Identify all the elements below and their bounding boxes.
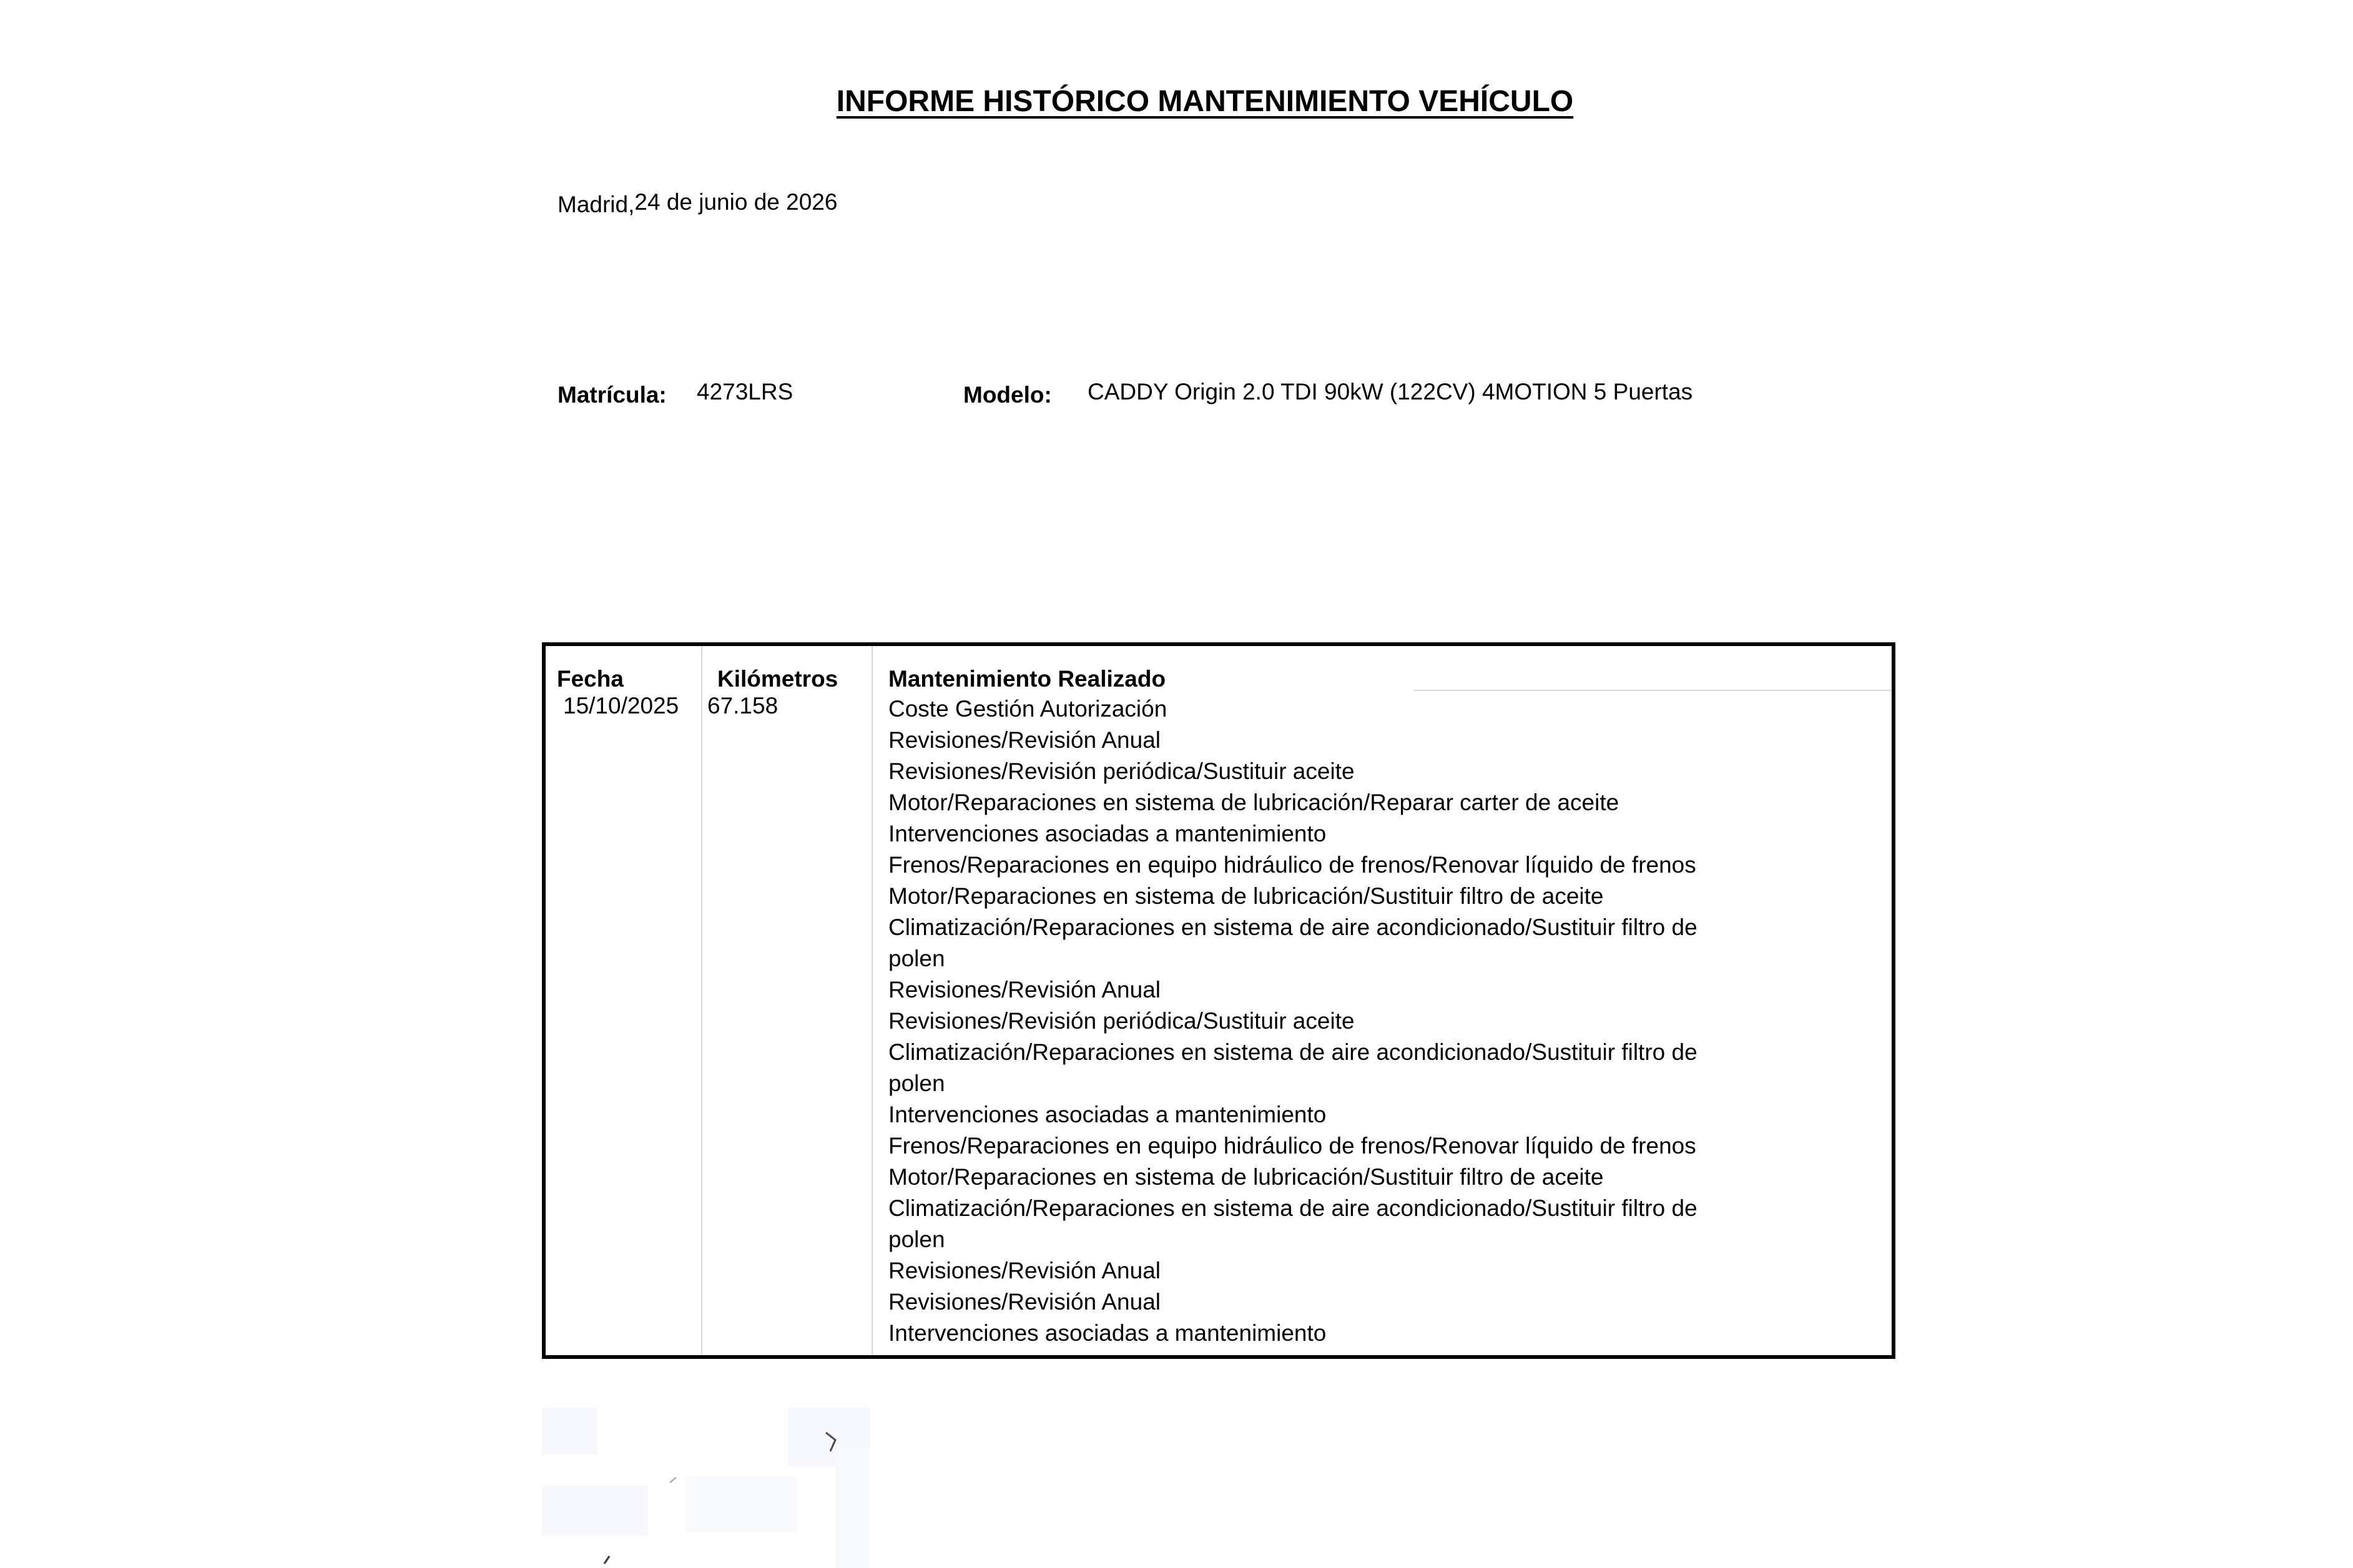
column-divider — [701, 646, 702, 1355]
list-item: Intervenciones asociadas a mantenimiento — [888, 1320, 1327, 1346]
model-value: CADDY Origin 2.0 TDI 90kW (122CV) 4MOTION 5 Puertas — [1088, 379, 1693, 404]
document-date: 24 de junio de 2026 — [634, 189, 838, 215]
row-date: 15/10/2025 — [563, 693, 679, 718]
list-item: Climatización/Reparaciones en sistema de aire acondicionado/Sustituir filtro de polen — [888, 1195, 1697, 1252]
header-km: Kilómetros — [717, 666, 838, 692]
list-item: Revisiones/Revisión Anual — [888, 1258, 1161, 1283]
list-item: Intervenciones asociadas a mantenimiento — [888, 821, 1327, 846]
stamp-image — [542, 1408, 870, 1568]
list-item: Revisiones/Revisión periódica/Sustituir aceite — [888, 1008, 1355, 1034]
list-item: Intervenciones asociadas a mantenimiento — [888, 1102, 1327, 1127]
list-item: Revisiones/Revisión periódica/Sustituir aceite — [888, 758, 1355, 784]
plate-label: Matrícula: — [558, 382, 667, 408]
list-item: Motor/Reparaciones en sistema de lubricación/Sustituir filtro de aceite — [888, 883, 1604, 909]
list-item: Revisiones/Revisión Anual — [888, 977, 1161, 1002]
page-title: INFORME HISTÓRICO MANTENIMIENTO VEHÍCULO — [836, 85, 1574, 118]
list-item: Coste Gestión Autorización — [888, 696, 1167, 722]
list-item: Motor/Reparaciones en sistema de lubricación/Reparar carter de aceite — [888, 790, 1619, 815]
list-item: Climatización/Reparaciones en sistema de aire acondicionado/Sustituir filtro de polen — [888, 914, 1697, 971]
list-item: Frenos/Reparaciones en equipo hidráulico de frenos/Renovar líquido de frenos — [888, 852, 1696, 878]
list-item: Revisiones/Revisión Anual — [888, 1289, 1161, 1315]
date-line — [558, 189, 837, 218]
list-item: Revisiones/Revisión Anual — [888, 727, 1161, 753]
list-item: Frenos/Reparaciones en equipo hidráulico de frenos/Renovar líquido de frenos — [888, 1133, 1696, 1159]
maintenance-items-list — [888, 693, 1750, 1349]
header-divider — [1413, 690, 1892, 691]
list-item: Climatización/Reparaciones en sistema de aire acondicionado/Sustituir filtro de polen — [888, 1039, 1697, 1096]
list-item: Motor/Reparaciones en sistema de lubricación/Sustituir filtro de aceite — [888, 1164, 1604, 1190]
header-date: Fecha — [557, 666, 624, 692]
plate-value: 4273LRS — [697, 379, 793, 404]
row-km: 67.158 — [707, 693, 779, 718]
city-label: Madrid, — [558, 192, 635, 217]
maintenance-table — [542, 642, 1895, 1359]
column-divider — [872, 646, 873, 1355]
header-work: Mantenimiento Realizado — [888, 666, 1166, 692]
model-label: Modelo: — [963, 382, 1052, 408]
